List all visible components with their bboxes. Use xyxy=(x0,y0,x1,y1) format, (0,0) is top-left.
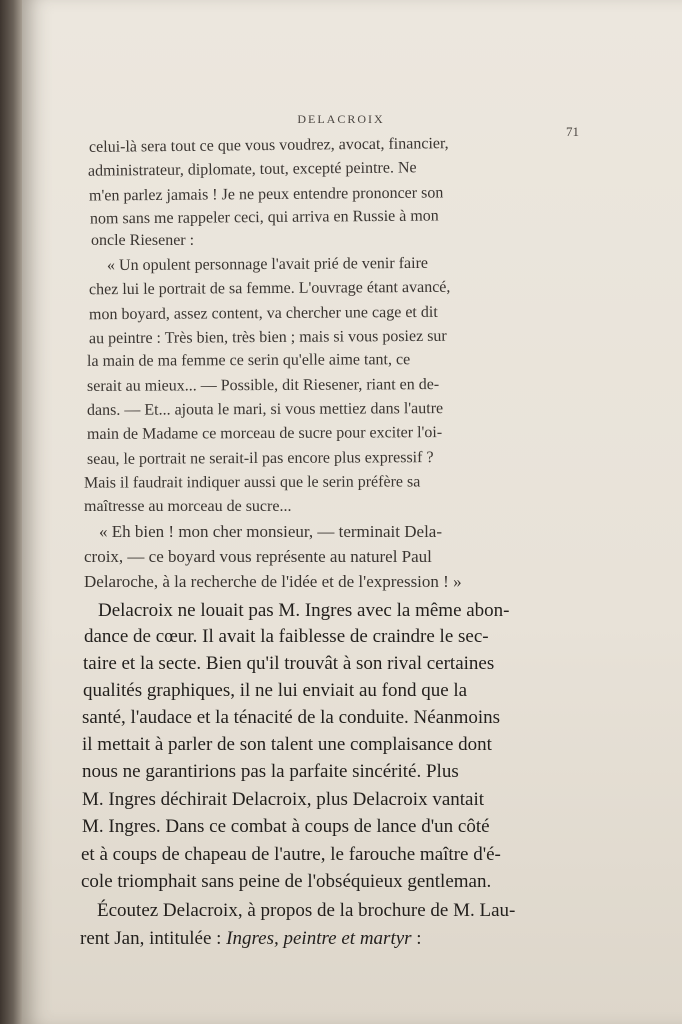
text-line-last xyxy=(80,928,422,950)
text-line: nom sans me rappeler ceci, qui arriva en Russie à mon xyxy=(89,207,439,228)
text-line: M. Ingres déchirait Delacroix, plus Delacroix vantait xyxy=(82,789,485,810)
text-line: Écoutez Delacroix, à propos de la brochure de M. Lau- xyxy=(97,900,516,921)
text-line: m'en parlez jamais ! Je ne peux entendre prononcer son xyxy=(88,184,444,205)
text-line: Mais il faudrait indiquer aussi que le serin préfère sa xyxy=(83,473,421,492)
text-line: administrateur, diplomate, tout, excepté peintre. Ne xyxy=(87,159,417,180)
text-line: chez lui le portrait de sa femme. L'ouvrage étant avancé, xyxy=(88,278,451,299)
text-line: « Un opulent personnage l'avait prié de venir faire xyxy=(106,254,429,275)
text-line: maîtresse au morceau de sucre... xyxy=(84,498,292,515)
text-line: la main de ma femme ce serin qu'elle aime tant, ce xyxy=(86,351,411,370)
text-line: taire et la secte. Bien qu'il trouvât à son rival certaines xyxy=(83,653,495,674)
text-line: « Eh bien ! mon cher monsieur, — terminait Dela- xyxy=(99,522,442,541)
text-line: main de Madame ce morceau de sucre pour exciter l'oi- xyxy=(86,424,443,443)
running-head: DELACROIX xyxy=(297,112,385,126)
text-line: santé, l'audace et la ténacité de la conduite. Néanmoins xyxy=(82,707,501,728)
text-line: et à coups de chapeau de l'autre, le farouche maître d'é- xyxy=(81,844,501,865)
text-line: cole triomphait sans peine de l'obséquieux gentleman. xyxy=(81,871,492,892)
text-line: il mettait à parler de son talent une complaisance dont xyxy=(82,734,492,755)
text-run: rent Jan, intitulée : xyxy=(80,928,227,949)
text-line: seau, le portrait ne serait-il pas encore plus expressif ? xyxy=(86,449,434,468)
text-line: Delaroche, à la recherche de l'idée et de l'expression ! » xyxy=(84,572,462,591)
text-line: croix, — ce boyard vous représente au naturel Paul xyxy=(84,547,432,566)
book-title-part: peintre et martyr xyxy=(283,928,412,949)
text-line: qualités graphiques, il ne lui enviait au fond que la xyxy=(83,680,468,701)
text-line: mon boyard, assez content, va chercher une cage et dit xyxy=(88,303,438,324)
text-line: dance de cœur. Il avait la faiblesse de craindre le sec- xyxy=(84,626,489,647)
text-line: oncle Riesener : xyxy=(91,232,195,249)
text-line: Delacroix ne louait pas M. Ingres avec la même abon- xyxy=(98,600,510,621)
text-line: celui-là sera tout ce que vous voudrez, avocat, financier, xyxy=(88,135,449,156)
text-run: : xyxy=(411,928,422,949)
text-line: M. Ingres. Dans ce combat à coups de lance d'un côté xyxy=(82,816,490,837)
book-title-part: Ingres xyxy=(226,928,274,949)
text-line: serait au mieux... — Possible, dit Riesener, riant en de- xyxy=(86,376,440,395)
text-line: au peintre : Très bien, très bien ; mais si vous posiez sur xyxy=(88,327,447,348)
text-line: dans. — Et... ajouta le mari, si vous mettiez dans l'autre xyxy=(86,400,444,419)
page-number: 71 xyxy=(566,124,579,139)
text-run: , xyxy=(274,928,284,949)
text-line: nous ne garantirions pas la parfaite sincérité. Plus xyxy=(82,761,459,782)
